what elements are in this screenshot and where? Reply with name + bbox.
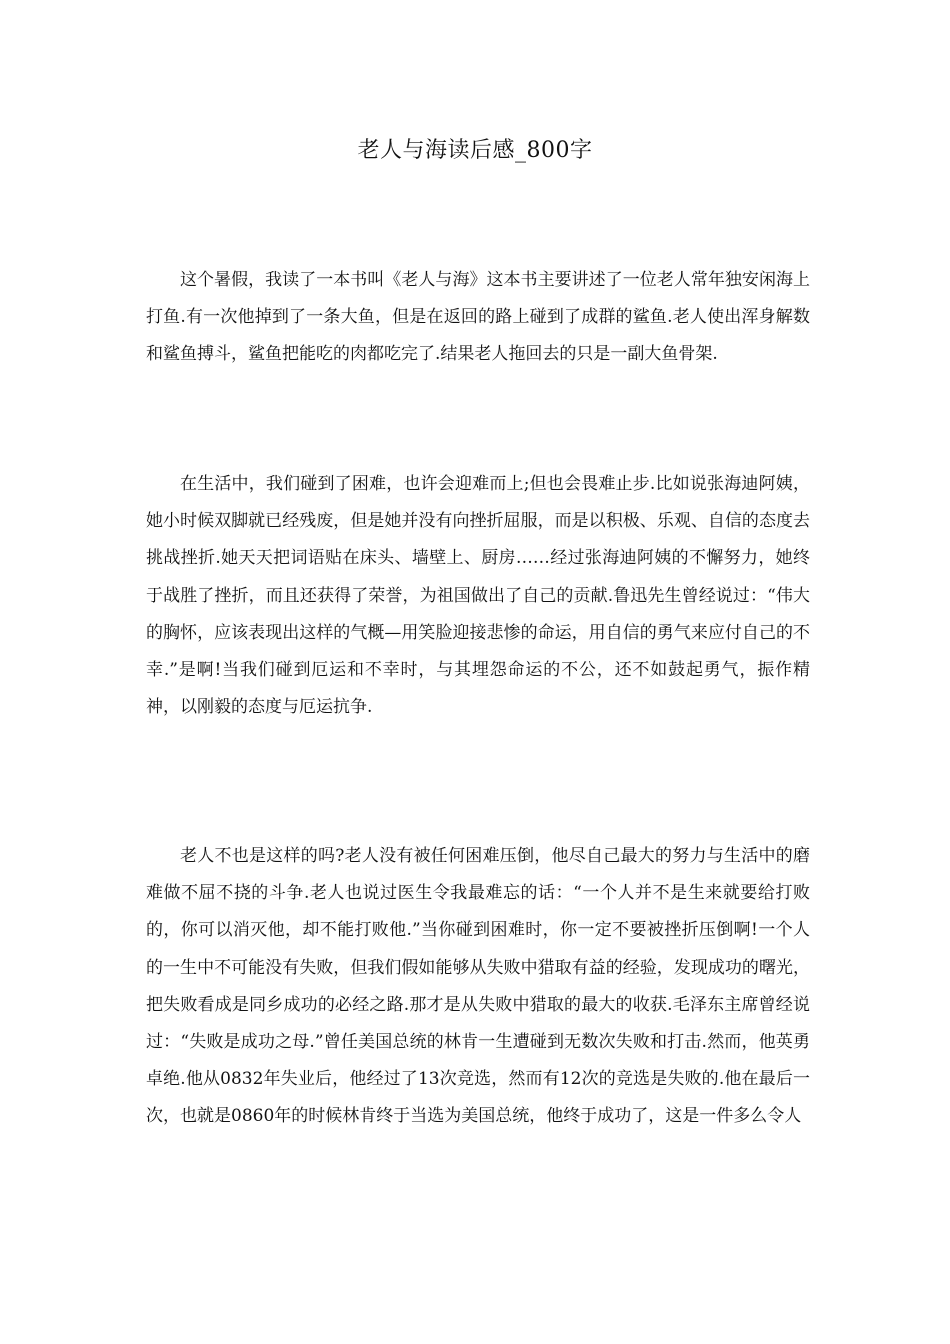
paragraph-1: 这个暑假，我读了一本书叫《老人与海》这本书主要讲述了一位老人常年独安闲海上打鱼.有一次他掉到了一条大鱼，但是在返回的路上碰到了成群的鲨鱼.老人使出浑身解数和鲨鱼搏斗，鲨鱼把能吃的肉都吃完了.结果老人拖回去的只是一副大鱼骨架. [146, 270, 810, 365]
paragraph-3: 老人不也是这样的吗?老人没有被任何困难压倒，他尽自己最大的努力与生活中的磨难做不屈不挠的斗争.老人也说过医生令我最难忘的话：“一个人并不是生来就要给打败的，你可以消灭他，却不能打败他.”当你碰到困难时，你一定不要被挫折压倒啊!一个人的一生中不可能没有失败，但我们假如能够从失败中猎取有益的经验，发现成功的曙光，把失败看成是同乡成功的必经之路.那才是从失败中猎取的最大的收获.毛泽东主席曾经说过：“失败是成功之母.”曾任美国总统的林肯一生遭碰到无数次失败和打击.然而，他英勇卓绝.他从0832年失业后，他经过了13次竞选，然而有12次的竞选是失败的.他在最后一次，也就是0860年的时候林肯终于当选为美国总统，他终于成功了，这是一件多么令人 [146, 846, 810, 1127]
document-title: 老人与海读后感_800字 [357, 138, 593, 163]
paragraph-2: 在生活中，我们碰到了困难，也许会迎难而上;但也会畏难止步.比如说张海迪阿姨，她小时候双脚就已经残废，但是她并没有向挫折屈服，而是以积极、乐观、自信的态度去挑战挫折.她天天把词语贴在床头、墙壁上、厨房……经过张海迪阿姨的不懈努力，她终于战胜了挫折，而且还获得了荣誉，为祖国做出了自己的贡献.鲁迅先生曾经说过：“伟大的胸怀，应该表现出这样的气概—用笑脸迎接悲惨的命运，用自信的勇气来应付自己的不幸.”是啊!当我们碰到厄运和不幸时，与其埋怨命运的不公，还不如鼓起勇气，振作精神，以刚毅的态度与厄运抗争. [146, 474, 810, 718]
